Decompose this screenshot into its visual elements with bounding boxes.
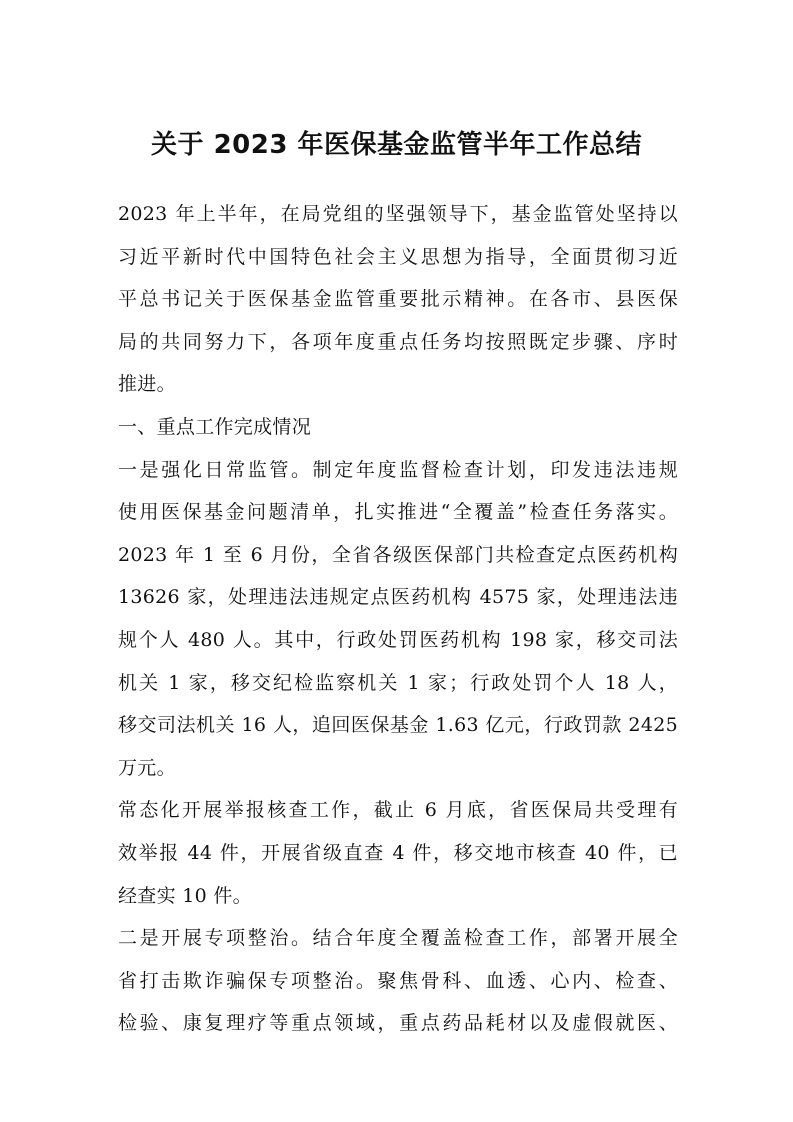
body-line: 推进。 bbox=[118, 373, 176, 396]
body-line: 常态化开展举报核查工作，截止 6 月底，省医保局共受理有 bbox=[118, 799, 678, 822]
body-line: 经查实 10 件。 bbox=[118, 884, 252, 907]
body-line: 规个人 480 人。其中，行政处罚医药机构 198 家，移交司法 bbox=[118, 628, 678, 651]
document-body bbox=[118, 193, 678, 1045]
body-line: 平总书记关于医保基金监管重要批示精神。在各市、县医保 bbox=[118, 288, 678, 311]
body-line: 二是开展专项整治。结合年度全覆盖检查工作，部署开展全 bbox=[118, 927, 678, 950]
body-line: 一是强化日常监管。制定年度监督检查计划，印发违法违规 bbox=[118, 458, 678, 481]
body-line: 习近平新时代中国特色社会主义思想为指导，全面贯彻习近 bbox=[118, 245, 678, 268]
body-line: 移交司法机关 16 人，追回医保基金 1.63 亿元，行政罚款 2425 bbox=[118, 714, 678, 737]
section-heading: 一、重点工作完成情况 bbox=[118, 415, 312, 438]
body-line: 万元。 bbox=[118, 756, 176, 779]
body-line: 效举报 44 件，开展省级直查 4 件，移交地市核查 40 件，已 bbox=[118, 841, 678, 864]
body-line: 2023 年上半年，在局党组的坚强领导下，基金监管处坚持以 bbox=[118, 203, 678, 225]
body-line: 检验、康复理疗等重点领域，重点药品耗材以及虚假就医、 bbox=[118, 1012, 678, 1035]
document-title: 关于 2023 年医保基金监管半年工作总结 bbox=[151, 130, 642, 160]
body-line: 2023 年 1 至 6 月份，全省各级医保部门共检查定点医药机构 bbox=[118, 543, 678, 566]
body-line: 13626 家，处理违法违规定点医药机构 4575 家，处理违法违 bbox=[118, 586, 678, 609]
body-line: 局的共同努力下，各项年度重点任务均按照既定步骤、序时 bbox=[118, 330, 678, 353]
body-line: 使用医保基金问题清单，扎实推进“全覆盖”检查任务落实。 bbox=[118, 501, 678, 524]
body-line: 机关 1 家，移交纪检监察机关 1 家；行政处罚个人 18 人， bbox=[118, 671, 678, 694]
body-line: 省打击欺诈骗保专项整治。聚焦骨科、血透、心内、检查、 bbox=[118, 969, 678, 992]
